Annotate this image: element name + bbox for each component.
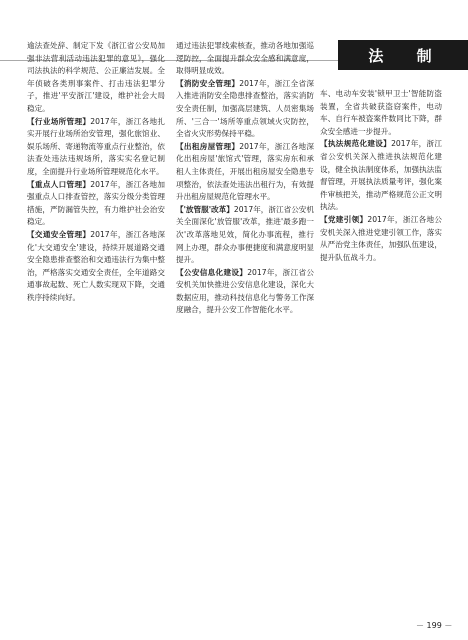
article-heading: 【执法规范化建设】: [320, 139, 392, 149]
section-title: 法 制: [368, 46, 446, 65]
page-number: － 199 －: [416, 621, 453, 630]
article-heading: 【交通安全管理】: [27, 229, 91, 239]
article-heading: 【出租房屋管理】: [176, 141, 240, 151]
section-title-bar: [338, 40, 468, 70]
article-paragraph: [176, 40, 314, 78]
article-body: 2017年，浙江全省深入推进消防安全隐患排查整治，落实消防安全责任制，加强高层建筑、人员密集场所、'三合一'场所等重点领域火灾防控，全省火灾形势保持平稳。: [176, 78, 314, 139]
article-body: 2017年，浙江各地深化'大交通安全'建设，持续开展道路交通安全隐患排查整治和交通违法行为集中整治，严格落实交通安全责任，全年道路交通事故起数、死亡人数实现双下降，交通秩序持续向好。: [27, 229, 165, 302]
article-body: 2017年，浙江省公安机关全面深化'放管服'改革，推进'最多跑一次'改革落地见效，简化办事流程，推行网上办理，群众办事便捷度和满意度明显提升。: [176, 204, 314, 265]
article-paragraph: [176, 78, 314, 141]
article-paragraph: [27, 40, 165, 116]
article-heading: 【重点人口管理】: [27, 179, 91, 189]
article-paragraph: [320, 88, 442, 138]
article-paragraph: [176, 204, 314, 267]
article-paragraph: [27, 179, 165, 229]
article-heading: 【党建引领】: [320, 214, 368, 224]
article-body: 2017年，浙江省公安机关深入推进执法规范化建设，健全执法制度体系，加强执法监督管理，开展执法质量考评，强化案件审核把关，推动严格规范公正文明执法。: [320, 139, 442, 212]
article-body: 2017年，浙江各地公安机关深入推进党建引领工作，落实从严治党主体责任，加强队伍建设，提升队伍战斗力。: [320, 214, 442, 262]
text-column-2: [176, 40, 314, 588]
article-heading: 【消防安全管理】: [176, 78, 240, 88]
article-body: 2017年，浙江各地扎实开展行业场所治安管理，强化旅馆业、娱乐场所、寄递物流等重点行业整治，依法查处违法违规场所，落实实名登记制度，全面提升行业场所管理规范化水平。: [27, 116, 165, 176]
article-paragraph: [27, 229, 165, 305]
article-body: 2017年，浙江省公安机关加快推进公安信息化建设，深化大数据应用，推动科技信息化与警务工作深度融合，提升公安工作智能化水平。: [176, 267, 314, 315]
article-body: 通过违法犯罪线索核查，推动各地加强巡逻防控，全面提升群众安全感和满意度，取得明显成效。: [176, 41, 314, 76]
article-paragraph: [176, 267, 314, 317]
article-body: 逾法查处辞、制定下发《浙江省公安局加强非法营利活动违法犯罪的意见》，强化司法执法的科学规范、公正廉洁发展。全年侦破各类刑事案件、打击违法犯罪分子，推进'平安浙江'建设，维护社会大局稳定。: [27, 41, 165, 113]
article-body: 2017年，浙江各地深化出租房屋'旅馆式'管理，落实房东和承租人主体责任，开展出租房屋安全隐患专项整治，依法查处违法出租行为，有效提升出租房屋规范化管理水平。: [176, 141, 314, 202]
article-body: 2017年，浙江各地加强重点人口排查管控，落实分级分类管理措施，严防漏管失控，有力维护社会治安稳定。: [27, 179, 165, 227]
article-heading: 【公安信息化建设】: [176, 267, 248, 277]
article-heading: 【'放管服'改革】: [176, 204, 234, 214]
article-heading: 【行业场所管理】: [27, 116, 91, 126]
article-paragraph: [320, 138, 442, 214]
article-body: 车、电动车安装'锁甲卫士'智能防盗装置，全省共破获盗窃案件，电动车、自行车被盗案件数同比下降，群众安全感进一步提升。: [320, 89, 442, 136]
article-paragraph: [176, 141, 314, 204]
text-column-1: [27, 40, 165, 588]
article-paragraph: [320, 214, 442, 264]
article-paragraph: [27, 116, 165, 179]
text-column-3: [320, 88, 442, 588]
